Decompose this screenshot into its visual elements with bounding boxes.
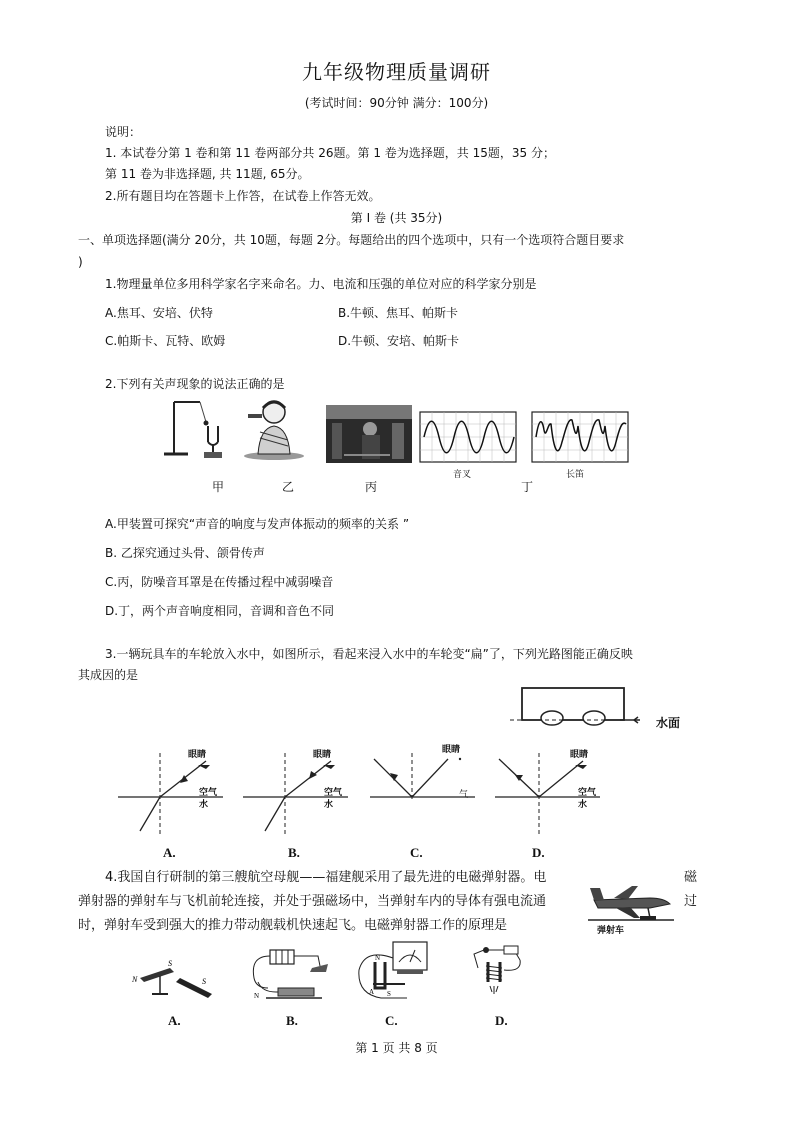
q2-label-flute: 长笛	[566, 470, 585, 480]
q4-option-c: C.	[385, 1013, 398, 1028]
q2-option-c: C.丙，防噪音耳罩是在传播过程中减弱噪音	[105, 575, 334, 589]
q2-option-b: B. 乙探究通过头骨、颌骨传声	[105, 546, 265, 560]
section-intro-line-1: 一、单项选择题(满分 20分，共 10题，每题 2分。每题给出的四个选项中，只有一个选项符合题目要求	[78, 233, 625, 247]
q3-c-eye-label: 眼睛	[442, 745, 461, 755]
q2-option-a: A.甲装置可探究“声音的响度与发声体振动的频率的关系 ”	[105, 517, 410, 531]
page-subtitle: (考试时间：90分钟 满分：100分)	[304, 96, 489, 110]
q2-label-jia: 甲	[212, 480, 225, 494]
q2-figure-bing	[326, 405, 412, 463]
q4-catapult-label: 弹射车	[597, 926, 625, 936]
q2-stem: 2.下列有关声现象的说法正确的是	[105, 377, 285, 391]
q2-label-bing: 丙	[365, 480, 378, 494]
instructions-line-1: 1. 本试卷分第 1 卷和第 11 卷两部分共 26题。第 1 卷为选择题，共 15题，35 分；	[105, 146, 555, 160]
q1-option-a: A.焦耳、安培、伏特	[105, 306, 213, 320]
q3-option-a: A.	[163, 845, 176, 860]
q3-stem-line-2: 其成因的是	[78, 668, 139, 682]
svg-text:S: S	[202, 977, 206, 986]
q4-line-2-end: 过	[684, 894, 698, 909]
q3-b-water-label: 水	[324, 800, 334, 810]
q4-option-a: A.	[168, 1013, 181, 1028]
svg-text:S: S	[387, 990, 391, 998]
svg-text:A: A	[369, 988, 375, 996]
q3-option-d: D.	[532, 845, 545, 860]
q3-option-b: B.	[288, 845, 300, 860]
q1-option-c: C.帕斯卡、瓦特、欧姆	[105, 334, 226, 348]
q4-line-3: 时，弹射车受到强大的推力带动舰载机快速起飞。电磁弹射器工作的原理是	[78, 918, 508, 933]
instructions-line-2: 第 11 卷为非选择题, 共 11题, 65分。	[105, 167, 310, 181]
q2-label-ding: 丁	[521, 480, 534, 494]
section-intro-line-2: )	[78, 255, 83, 269]
q4-option-a-compass-magnet	[126, 954, 216, 1004]
q3-stem-line-1: 3.一辆玩具车的车轮放入水中，如图所示，看起来浸入水中的车轮变“扁”了，下列光路图能正确反映	[105, 647, 633, 661]
svg-text:N: N	[132, 975, 138, 984]
q3-a-eye-label: 眼睛	[188, 750, 207, 760]
q2-label-yi: 乙	[282, 480, 295, 494]
q4-line-2: 弹射器的弹射车与飞机前轮连接，并处于强磁场中，当弹射车内的导体有强电流通	[78, 894, 547, 909]
q4-line-1-end: 磁	[684, 870, 698, 885]
q3-d-water-label: 水	[578, 800, 588, 810]
q3-b-eye-label: 眼睛	[313, 750, 332, 760]
q2-figure-flute-wave	[532, 412, 628, 462]
svg-text:S: S	[168, 959, 172, 968]
q4-option-d: D.	[495, 1013, 508, 1028]
q1-stem: 1.物理量单位多用科学家名字来命名。力、电流和压强的单位对应的科学家分别是	[105, 277, 537, 291]
q3-a-air-label: 空气	[199, 788, 218, 798]
instructions-heading: 说明：	[105, 125, 142, 139]
q4-option-b-motor-circuit	[248, 942, 332, 1006]
section-title: 第 Ⅰ 卷 (共 35分)	[350, 211, 443, 225]
q3-b-air-label: 空气	[324, 788, 343, 798]
instructions-line-3: 2.所有题目均在答题卡上作答，在试卷上作答无效。	[105, 189, 381, 203]
q3-c-air-label: 气	[459, 790, 469, 800]
svg-text:N: N	[254, 992, 260, 1000]
q4-line-1: 4.我国自行研制的第三艘航空母舰——福建舰采用了最先进的电磁弹射器。电	[105, 870, 547, 885]
q2-figure-jia	[160, 396, 240, 462]
q3-d-eye-label: 眼睛	[570, 750, 589, 760]
q2-label-tuning-fork: 音叉	[453, 470, 472, 480]
q4-option-b: B.	[286, 1013, 298, 1028]
q3-option-c: C.	[410, 845, 423, 860]
q1-option-b: B.牛顿、焦耳、帕斯卡	[338, 306, 459, 320]
svg-text:N: N	[375, 954, 381, 962]
q2-figure-tuning-fork-wave	[420, 412, 516, 462]
q2-option-d: D.丁，两个声音响度相同，音调和音色不同	[105, 604, 335, 618]
q1-option-d: D.牛顿、安培、帕斯卡	[338, 334, 460, 348]
q2-figure-yi	[240, 396, 316, 462]
q3-toy-car-figure	[510, 686, 640, 730]
q4-option-c-galvanometer-circuit	[355, 938, 435, 1006]
page-title: 九年级物理质量调研	[302, 60, 491, 84]
q4-option-d-electromagnet-circuit	[464, 940, 528, 1004]
q3-a-water-label: 水	[199, 800, 209, 810]
q3-d-air-label: 空气	[578, 788, 597, 798]
page-number: 第 1 页 共 8 页	[355, 1041, 438, 1055]
q3-water-surface-label: 水面	[656, 716, 681, 730]
